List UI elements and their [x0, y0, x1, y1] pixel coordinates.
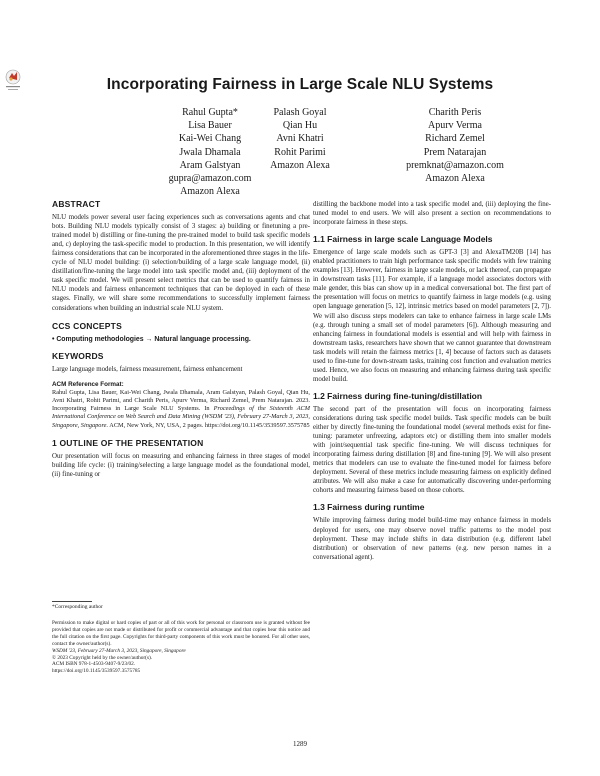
author-name: Richard Zemel — [425, 133, 485, 145]
author-affiliation: Amazon Alexa — [425, 173, 485, 185]
subsection-heading: 1.2 Fairness during fine-tuning/distillation — [313, 390, 483, 401]
author-affiliation: Amazon Alexa — [180, 186, 240, 198]
subsection-heading: 1.1 Fairness in large scale Language Models — [313, 234, 493, 245]
subsection-text: While improving fairness during model build-time may enhance fairness in models deployed for users, one may observe novel traffic patterns to the model post deployment. These may include shifts in data distribution (e.g. different label distribution) or observation of new patterns (e.g. new person names in a conversational agent). — [313, 517, 551, 561]
footnote-rule — [52, 601, 92, 602]
reference-format-heading: ACM Reference Format: — [52, 380, 124, 388]
permission-copyright: © 2023 Copyright held by the owner/author(s). — [52, 654, 153, 661]
author-name: Lisa Bauer — [188, 120, 232, 132]
keywords-heading: KEYWORDS — [52, 350, 104, 361]
author-name: Palash Goyal — [273, 107, 327, 118]
author-name: Qian Hu — [282, 120, 318, 132]
author-column-2 — [230, 106, 370, 172]
author-name: Prem Natarajan — [423, 146, 487, 158]
permission-block — [52, 620, 310, 675]
abstract-text: NLU models power several user facing experiences such as conversations agents and chat bots. Building NLU models typically consist of 3 stages: a) building or finetuning a pre-trained model b) distilling or fine-tuning the pre-trained model to build task specific models and, c) deploying the task-specific model to production. In this presentation, we will identify fairness considerations that can be incorporated in the aforementioned three stages in the life-cycle of NLU model building: (i) selection/building of a large scale language model, (ii) distillation/fine-tuning the large model into task specific model and, (iii) deployment of the task specific model. We will present select metrics that can be used to quantify fairness in NLU models and fairness enhancement techniques that can be deployed in each of these stages. Finally, we will share some recommendations to successfully implement fairness considerations when building an industrial scale NLU system. — [52, 214, 310, 312]
author-email[interactable]: premknat@amazon.com — [406, 159, 504, 171]
subsection-text: The second part of the presentation will focus on incorporating fairness considerations during task specific model builds. Task specific models can be built either by directly fine-tuning the foundational model (several methods exist for fine-tuning: parameter unfreezing, adaptors etc) or distilling them into smaller models with joint/sequential task specific fine-tuning. We will discuss techniques for incorporating fairness during distillation [8] and fine-tuning [9]. We will also present metrics that modelers can use to evaluate the fine-tuned model for fairness before deployment. Several of these metrics include measuring fairness on explicitly defined attributes. We will also make a case for automatically discovering under-performing cohorts and measuring fairness based on those cohorts. — [313, 405, 551, 495]
author-name: Rohit Parimi — [274, 146, 326, 158]
author-column-3 — [385, 106, 525, 185]
ccs-heading: CCS CONCEPTS — [52, 320, 122, 331]
subsection-text: Emergence of large scale models such as GPT-3 [3] and AlexaTM20B [14] has enabled practitioners to train high performance task specific models with few training examples [13]. However, fairness in large scale models, or lack thereof, can propagate in downstream tasks [11]. For example, if a language model associates doctors with male gender, this bias can show up in a medical conversational bot. The first part of the presentation will focus on metrics to quantify fairness in large models (e.g. using open language generation [5, 12], intrinsic metrics based on model parameters [2, 7]). We will also discuss steps modelers can take to enhance fairness in large scale LMs (e.g. through tuning a small set of model parameters [6]). Although measuring and enhancing fairness in foundational models is essential and will help with fairness in downstream tasks, researchers have shown that we cannot guarantee that downstream task models will retain the fairness metrics [1, 4] because of factors such as datasets used to fine-tune for down-stream tasks, training cost function and evaluation metrics used. Hence, we also focus on measuring and enhancing fairness during task specific model build. — [313, 249, 551, 383]
section-heading: 1 OUTLINE OF THE PRESENTATION — [52, 437, 204, 448]
author-name: Jwala Dhamala — [179, 146, 241, 158]
permission-isbn: ACM ISBN 978-1-4503-9407-9/23/02. — [52, 661, 136, 668]
author-name: Apurv Verma — [428, 120, 482, 132]
footnote: *Corresponding author — [52, 604, 103, 610]
author-email[interactable]: gupra@amazon.com — [168, 173, 252, 185]
right-column — [313, 200, 551, 562]
permission-doi[interactable]: https://doi.org/10.1145/3539597.3575785 — [52, 668, 141, 675]
author-affiliation: Amazon Alexa — [270, 159, 330, 171]
keywords-text: Large language models, fairness measurement, fairness enhancement — [52, 365, 243, 373]
permission-text: Permission to make digital or hard copies of part or all of this work for personal or classroom use is granted without fee provided that copies are not made or distributed for profit or commercial advantage and that copies bear this notice and the full citation on the first page. Copyrights for third-party components of this work must be honored. For all other uses, contact the owner/author(s). — [52, 620, 310, 647]
reference-format-text: Rahul Gupta, Lisa Bauer, Kai-Wei Chang, Jwala Dhamala, Aram Galstyan, Palash Goyal, Qian Hu, Avni Khatri, Rohit Parimi, and Charith Peris, Apurv Verma, Richard Zemel, Prem Natarajan. 2023. Incorporating Fairness in Large Scale NLU Systems. In Proceedings of the Sixteenth ACM International Conference on Web Search and Data Mining (WSDM '23), February 27-March 3, 2023, Singapore, Singapore. ACM, New York, NY, USA, 2 pages. https://doi.org/10.1145/3539597.3575785 — [52, 388, 311, 429]
author-name: Avni Khatri — [276, 133, 324, 145]
section-text: Our presentation will focus on measuring and enhancing fairness in three stages of model building life cycle: (i) training/selecting a large language model as the foundational model, (ii) fine-tuning or — [52, 452, 310, 478]
permission-venue: WSDM '23, February 27-March 3, 2023, Singapore, Singapore — [52, 647, 186, 654]
author-name: Kai-Wei Chang — [178, 133, 242, 145]
author-name: Rahul Gupta* — [182, 107, 238, 118]
subsection-heading: 1.3 Fairness during runtime — [313, 502, 425, 513]
intro-continuation: distilling the backbone model into a task specific model and, (iii) deploying the fine-tuned model to end users. We will also present a section on recommendations to incorporate fairness in these steps. — [313, 201, 551, 227]
page-number: 1289 — [293, 740, 307, 748]
ccs-item: • Computing methodologies → Natural language processing. — [52, 335, 251, 343]
paper-title: Incorporating Fairness in Large Scale NLU Systems — [106, 76, 494, 93]
abstract-heading: ABSTRACT — [52, 199, 101, 209]
left-column — [52, 200, 310, 479]
author-name: Aram Galstyan — [179, 159, 241, 171]
author-name: Charith Peris — [428, 107, 482, 118]
